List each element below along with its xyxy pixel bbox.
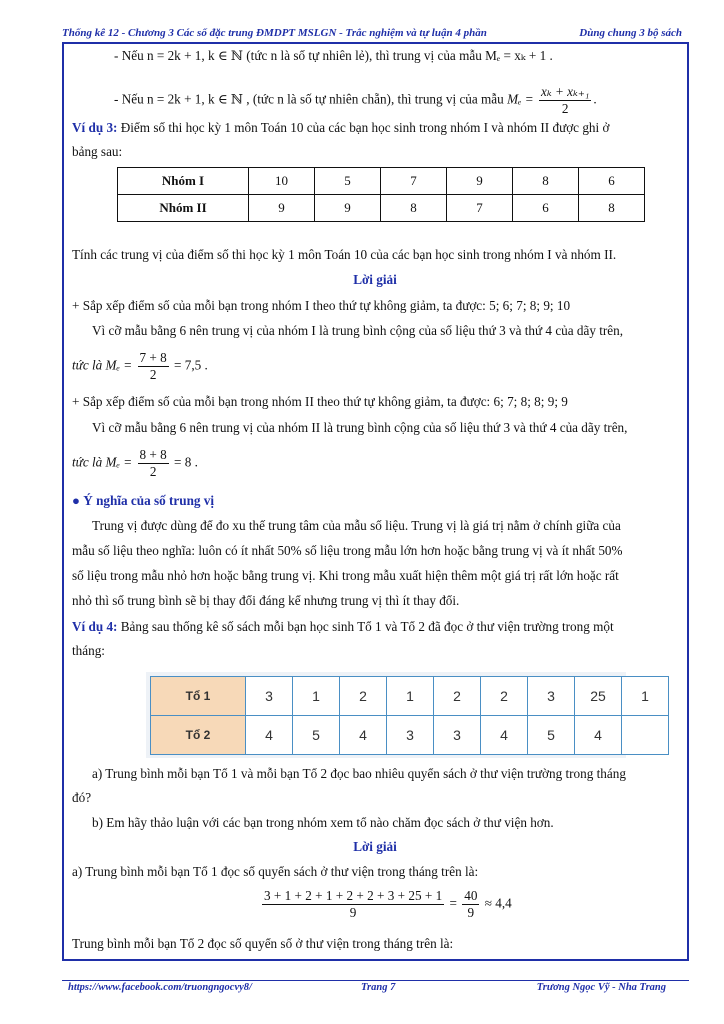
table-cell: 8	[381, 195, 447, 222]
table-cell: 6	[579, 168, 645, 195]
formula-result: = 7,5 .	[174, 357, 208, 373]
table-cell: 6	[513, 195, 579, 222]
table-cell: 8	[579, 195, 645, 222]
formula-result: = 8 .	[174, 454, 198, 470]
table-cell: 2	[434, 677, 481, 716]
solution-step: + Sắp xếp điểm số của mỗi bạn trong nhóm I theo thứ tự không giảm, ta được: 5; 6; 7; 8; 9; 10	[72, 298, 571, 313]
fraction-denominator: 2	[149, 367, 157, 382]
solution-formula	[72, 447, 198, 480]
median-symbol: Mₑ =	[507, 91, 534, 107]
table-cell: 4	[246, 716, 293, 755]
fraction-numerator: 40	[464, 888, 478, 903]
footer-author: Trương Ngọc Vỹ - Nha Trang	[536, 982, 666, 993]
answer-a: a) Trung bình mỗi bạn Tổ 1 đọc số quyển sách ở thư viện trong tháng trên là:	[72, 864, 479, 879]
paragraph-line: nhỏ thì số trung bình sẽ bị thay đổi đáng kể nhưng trung vị thì ít thay đổi.	[72, 593, 460, 608]
row-label: Tổ 2	[151, 716, 246, 755]
example-3-text: Điểm số thi học kỳ 1 môn Toán 10 của các bạn học sinh trong nhóm I và nhóm II được ghi ở	[117, 120, 610, 135]
example-4-text: Bảng sau thống kê số sách mỗi bạn học sinh Tổ 1 và Tổ 2 đã đọc ở thư viện trường trong một	[117, 619, 614, 634]
question-b: b) Em hãy thảo luận với các bạn trong nhóm xem tổ nào chăm đọc sách ở thư viện hơn.	[92, 815, 554, 830]
solution-formula	[72, 350, 208, 383]
table-cell: 5	[315, 168, 381, 195]
fraction-numerator: xₖ + xₖ₊₁	[541, 84, 590, 99]
footer-rule	[62, 980, 689, 981]
section-heading: ● Ý nghĩa của số trung vị	[72, 493, 215, 508]
example-3-label: Ví dụ 3:	[72, 120, 118, 135]
solution-step: Vì cỡ mẫu bằng 6 nên trung vị của nhóm II là trung bình cộng của số liệu thứ 3 và thứ 4 của dãy trên,	[92, 420, 628, 435]
rule-even: - Nếu n = 2k + 1, k ∈ ℕ , (tức n là số tự nhiên chẵn), thì trung vị của mẫu Mₑ = $\frac{\text{xₖ + xₖ₊₁}}{2}$ .	[114, 84, 597, 116]
fraction-denominator: 9	[467, 905, 475, 920]
table-cell: 25	[575, 677, 622, 716]
table-cell: 1	[622, 677, 669, 716]
rule-even-text: - Nếu n = 2k + 1, k ∈ ℕ , (tức n là số tự nhiên chẵn), thì trung vị của mẫu	[114, 91, 504, 107]
formula-fraction	[138, 350, 169, 383]
question-a: a) Trung bình mỗi bạn Tổ 1 và mỗi bạn Tổ 2 đọc bao nhiêu quyển sách ở thư viện trường trong tháng	[92, 766, 626, 781]
example-4-text2: tháng:	[72, 643, 105, 658]
row-label: Nhóm I	[118, 168, 249, 195]
median-even-fraction	[539, 84, 591, 117]
table-row	[151, 716, 669, 755]
table-cell: 8	[513, 168, 579, 195]
fraction-numerator: 3 + 1 + 2 + 1 + 2 + 2 + 3 + 25 + 1	[264, 888, 443, 903]
fraction-numerator: 7 + 8	[139, 350, 167, 365]
mean-result: ≈ 4,4	[484, 895, 512, 911]
solution-heading: Lời giải	[353, 272, 397, 287]
paragraph-line: số liệu trong mẫu nhỏ hơn hoặc bằng trung vị. Khi trong mẫu xuất hiện thêm một giá trị rất lớn hoặc rất	[72, 568, 619, 583]
table-cell: 2	[481, 677, 528, 716]
table-cell: 9	[447, 168, 513, 195]
table-cell: 7	[381, 168, 447, 195]
table-cell: 1	[293, 677, 340, 716]
paragraph-line: Trung vị được dùng để đo xu thế trung tâm của mẫu số liệu. Trung vị là giá trị nằm ở chính giữa của	[92, 518, 621, 533]
formula-lhs: tức là Mₑ =	[72, 357, 133, 373]
books-table	[150, 676, 669, 755]
table-cell: 3	[246, 677, 293, 716]
question-a-cont: đó?	[72, 790, 92, 805]
page-header	[62, 27, 690, 43]
formula-lhs: tức là Mₑ =	[72, 454, 133, 470]
question-3: Tính các trung vị của điểm số thi học kỳ 1 môn Toán 10 của các bạn học sinh trong nhóm I và nhóm II.	[72, 247, 617, 262]
fraction-denominator: 2	[561, 101, 569, 116]
example-4-label: Ví dụ 4:	[72, 619, 118, 634]
table-cell: 9	[315, 195, 381, 222]
footer-link[interactable]: https://www.facebook.com/truongngocvy8/	[68, 982, 252, 993]
table-cell: 1	[387, 677, 434, 716]
answer-a2: Trung bình mỗi bạn Tổ 2 đọc số quyển số ở thư viện trong tháng trên là:	[72, 936, 454, 951]
mean-formula	[260, 888, 512, 921]
scores-table	[117, 167, 645, 222]
table-cell	[622, 716, 669, 755]
example-3	[72, 120, 609, 136]
page-number: Trang 7	[361, 982, 396, 993]
row-label: Nhóm II	[118, 195, 249, 222]
solution-heading: Lời giải	[353, 839, 397, 854]
example-3-text2: bảng sau:	[72, 144, 123, 159]
mean-fraction-simplified	[462, 888, 479, 921]
table-cell: 4	[481, 716, 528, 755]
row-label: Tổ 1	[151, 677, 246, 716]
fraction-denominator: 9	[349, 905, 357, 920]
rule-odd: - Nếu n = 2k + 1, k ∈ ℕ (tức n là số tự nhiên lẻ), thì trung vị của mẫu Mₑ = xₖ + 1 .	[114, 48, 553, 63]
table-cell: 3	[434, 716, 481, 755]
paragraph-line: mẫu số liệu theo nghĩa: luôn có ít nhất 50% số liệu trong mẫu lớn hơn hoặc bằng trung vị và ít nhất 50%	[72, 543, 623, 558]
solution-step: Vì cỡ mẫu bằng 6 nên trung vị của nhóm I là trung bình cộng của số liệu thứ 3 và thứ 4 của dãy trên,	[92, 323, 624, 338]
table-cell: 7	[447, 195, 513, 222]
solution-step: + Sắp xếp điểm số của mỗi bạn trong nhóm II theo thứ tự không giảm, ta được: 6; 7; 8; 8; 9; 9	[72, 394, 568, 409]
table-cell: 3	[387, 716, 434, 755]
table-cell: 2	[340, 677, 387, 716]
mean-fraction	[262, 888, 444, 921]
header-title: Thống kê 12 - Chương 3 Các số đặc trung ĐMDPT MSLGN - Trắc nghiệm và tự luận 4 phần	[62, 27, 487, 39]
table-cell: 5	[293, 716, 340, 755]
table-row	[118, 168, 645, 195]
table-cell: 10	[249, 168, 315, 195]
table-cell: 9	[249, 195, 315, 222]
fraction-numerator: 8 + 8	[139, 447, 167, 462]
table-cell: 5	[528, 716, 575, 755]
fraction-denominator: 2	[149, 464, 157, 479]
table-cell: 4	[340, 716, 387, 755]
table-row	[118, 195, 645, 222]
header-series: Dùng chung 3 bộ sách	[579, 27, 682, 39]
table-cell: 4	[575, 716, 622, 755]
table-cell: 3	[528, 677, 575, 716]
equals-sign: =	[449, 895, 457, 911]
table-row	[151, 677, 669, 716]
formula-fraction	[138, 447, 169, 480]
example-4	[72, 619, 614, 635]
